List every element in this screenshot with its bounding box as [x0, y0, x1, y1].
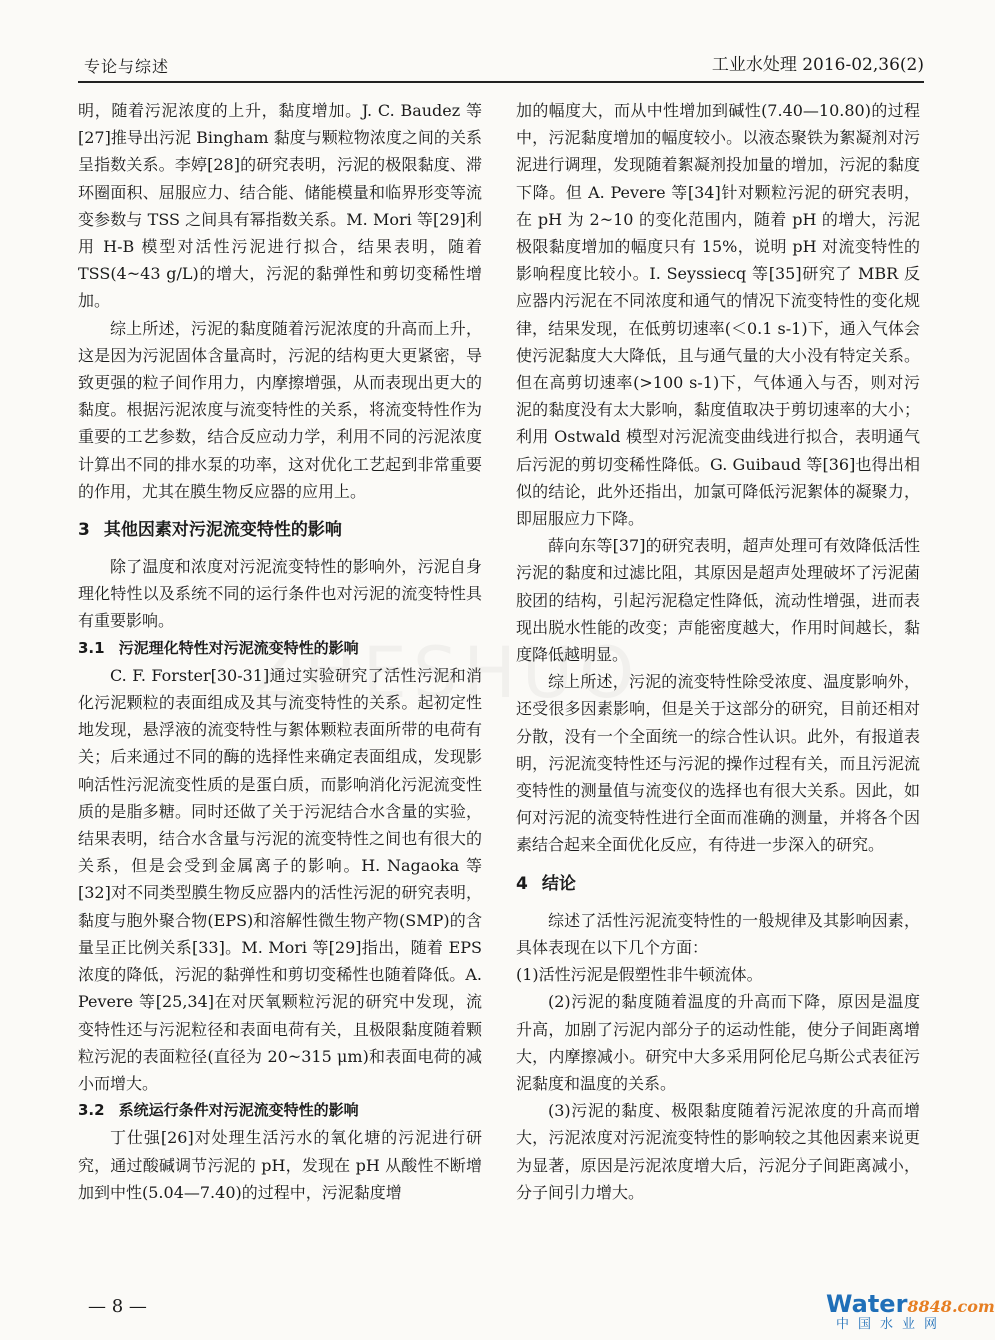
subsection-heading-3-2: 3.2 系统运行条件对污泥流变特性的影响: [78, 1101, 359, 1120]
water8848-logo[interactable]: [826, 1290, 995, 1333]
subsection-heading-3-1: 3.1 污泥理化特性对污泥流变特性的影响: [78, 638, 359, 657]
header-rule: [78, 81, 924, 83]
page-header: [78, 48, 924, 78]
paragraph: 综上所述，污泥的黏度随着污泥浓度的升高而上升，这是因为污泥固体含量高时，污泥的结构更大更紧密，导致更强的粒子间作用力，内摩擦增强，从而表现出更大的黏度。根据污泥浓度与流变特性的关系，将流变特性作为重要的工艺参数，结合反应动力学，利用不同的污泥浓度计算出不同的排水泵的功率，这对优化工艺起到非常重要的作用，尤其在膜生物反应器的应用上。: [78, 318, 482, 501]
paragraph: 加的幅度大，而从中性增加到碱性(7.40—10.80)的过程中，污泥黏度增加的幅度较小。以液态聚铁为絮凝剂对污泥进行调理，发现随着絮凝剂投加量的增加，污泥的黏度下降。但 A. Pevere 等[34]针对颗粒污泥的研究表明，在 pH 为 2~10 的变化范围内，随着 pH 的增大，污泥极限黏度增加的幅度只有 15%，说明 pH 对流变特性的影响程度比较小。I. Seyssiecq 等[35]研究了 MBR 反应器内污泥在不同浓度和通气的情况下流变特性的变化规律，结果发现，在低剪切速率(＜0.1 s-1)下，通入气体会使污泥黏度大大降低，且与通气量的大小没有特定关系。但在高剪切速率(>100 s-1)下，气体通入与否，则对污泥的黏度没有太大影响，黏度值取决于剪切速率的大小；利用 Ostwald 模型对污泥流变曲线进行拟合，表明通气后污泥的剪切变稀性降低。G. Guibaud 等[36]也得出相似的结论，此外还指出，加氯可降低污泥絮体的凝聚力，即屈服应力下降。: [516, 101, 920, 529]
conclusion-item-1: (1)活性污泥是假塑性非牛顿流体。: [516, 965, 763, 985]
paragraph: 综上所述，污泥的流变特性除受浓度、温度影响外，还受很多因素影响，但是关于这部分的研究，目前还相对分散，没有一个全面统一的综合性认识。此外，有报道表明，污泥流变特性还与污泥的操作过程有关，而且污泥流变特性的测量值与流变仪的选择也有很大关系。因此，如何对污泥的流变特性进行全面而准确的测量，并将各个因素结合起来全面优化反应，有待进一步深入的研究。: [516, 672, 920, 855]
paragraph: 薛向东等[37]的研究表明，超声处理可有效降低活性污泥的黏度和过滤比阻，其原因是超声处理破坏了污泥菌胶团的结构，引起污泥稳定性降低，流动性增强，进而表现出脱水性能的改变；声能密度越大，作用时间越长，黏度降低越明显。: [516, 536, 920, 665]
page-number: — 8 —: [88, 1296, 147, 1317]
logo-wordmark: Water8848.com: [826, 1290, 995, 1318]
paragraph: C. F. Forster[30-31]通过实验研究了活性污泥和消化污泥颗粒的表面组成及其与流变特性的关系。起初定性地发现，悬浮液的流变特性与絮体颗粒表面所带的电荷有关；后来通过不同的酶的选择性来确定表面组成，发现影响活性污泥流变性质的是蛋白质，而影响消化污泥流变性质的是脂多糖。同时还做了关于污泥结合水含量的实验，结果表明，结合水含量与污泥的流变特性之间也有很大的关系，但是会受到金属离子的影响。H. Nagaoka 等[32]对不同类型膜生物反应器内的活性污泥的研究表明，黏度与胞外聚合物(EPS)和溶解性微生物产物(SMP)的含量呈正比例关系[33]。M. Mori 等[29]指出，随着 EPS 浓度的降低，污泥的黏弹性和剪切变稀性也随着降低。A. Pevere 等[25,34]在对厌氧颗粒污泥的研究中发现，流变特性还与污泥粒径和表面电荷有关，且极限黏度随着颗粒污泥的表面粒径(直径为 20~315 μm)和表面电荷的减小而增大。: [78, 665, 482, 1093]
conclusion-item-3: (3)污泥的黏度、极限黏度随着污泥浓度的升高而增大，污泥浓度对污泥流变特性的影响较之其他因素来说更为显著，原因是污泥浓度增大后，污泥分子间距离减小，分子间引力增大。: [516, 1101, 920, 1202]
section-label: 专论与综述: [84, 57, 170, 76]
paragraph: 综述了活性污泥流变特性的一般规律及其影响因素，具体表现在以下几个方面：: [516, 910, 920, 957]
paragraph: 明，随着污泥浓度的上升，黏度增加。J. C. Baudez 等[27]推导出污泥 Bingham 黏度与颗粒物浓度之间的关系呈指数关系。李婷[28]的研究表明，污泥的极限黏度、滞环圈面积、屈服应力、结合能、储能模量和临界形变等流变参数与 TSS 之间具有幂指数关系。M. Mori 等[29]利用 H-B 模型对活性污泥进行拟合，结果表明，随着 TSS(4~43 g/L)的增大，污泥的黏弹性和剪切变稀性增加。: [78, 101, 482, 311]
left-column: [78, 97, 482, 1206]
right-column: [516, 97, 920, 1206]
section-heading-3: 3 其他因素对污泥流变特性的影响: [78, 520, 342, 541]
section-heading-4: 4 结论: [516, 873, 576, 894]
logo-chinese-name: 中国水业网: [835, 1317, 946, 1332]
journal-citation: 工业水处理 2016-02,36(2): [711, 55, 924, 75]
paragraph: 丁仕强[26]对处理生活污水的氧化塘的污泥进行研究，通过酸碱调节污泥的 pH，发现在 pH 从酸性不断增加到中性(5.04—7.40)的过程中，污泥黏度增: [78, 1128, 482, 1202]
conclusion-item-2: (2)污泥的黏度随着温度的升高而下降，原因是温度升高，加剧了污泥内部分子的运动性能，使分子间距离增大，内摩擦减小。研究中大多采用阿伦尼乌斯公式表征污泥黏度和温度的关系。: [516, 992, 920, 1093]
paragraph: 除了温度和浓度对污泥流变特性的影响外，污泥自身理化特性以及系统不同的运行条件也对污泥的流变特性具有重要影响。: [78, 557, 482, 631]
